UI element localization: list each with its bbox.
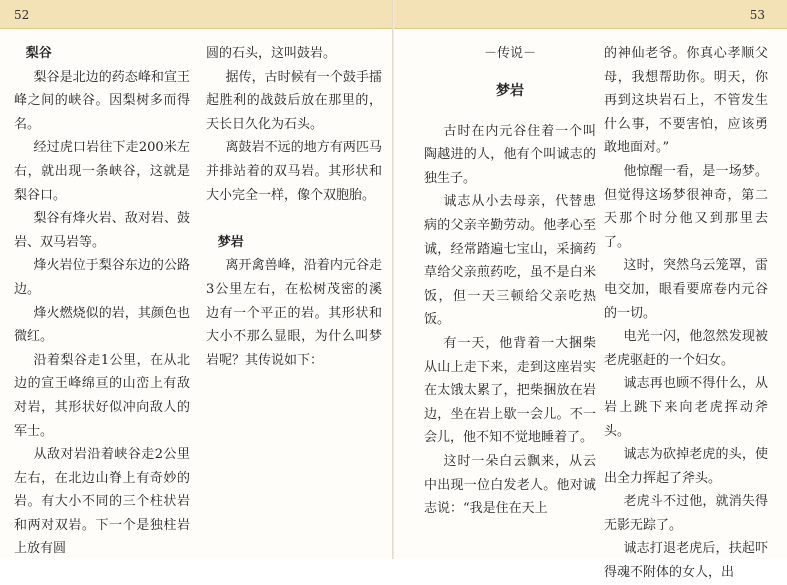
right-page [394, 0, 787, 581]
paragraph: 烽火岩位于梨谷东边的公路边。 [14, 258, 190, 297]
paragraph: 据传，古时候有一个鼓手擂起胜利的战鼓后放在那里的，天长日久化为石头。 [206, 69, 382, 132]
paragraph: 诚志打退老虎后，扶起吓得魂不附体的女人，出 [604, 541, 768, 581]
paragraph: 离鼓岩不远的地方有两匹马并排站着的双马岩。其形状和大小完全一样，像个双胞胎。 [206, 140, 382, 203]
paragraph: 这时，突然乌云笼罩，雷电交加，眼看要席卷内元谷的一切。 [604, 258, 768, 321]
right-page-header [394, 0, 787, 29]
paragraph: 诚志再也顾不得什么，从岩上跳下来向老虎挥动斧头。 [604, 376, 768, 439]
paragraph: 有一天，他背着一大捆柴从山上走下来，走到这座岩实在太饿太累了，把柴捆放在岩边，坐在岩上歇一会儿。不一会儿，他不知不觉地睡着了。 [424, 335, 596, 446]
left-column-1 [14, 42, 190, 561]
left-page-header [0, 0, 393, 29]
right-column-2 [604, 42, 768, 585]
paragraph: 诚志从小去母亲，代替患病的父亲辛勤劳动。他孝心至诚，经常踏遍七宝山，采摘药草给父亲煎药吃，虽不是白米饭，但一天三顿给父亲吃热饭。 [424, 194, 596, 328]
paragraph: 梨谷是北边的药态峰和宣王峰之间的峡谷。因梨树多而得名。 [14, 69, 190, 132]
paragraph: 古时在内元谷住着一个叫陶越进的人，他有个叫诚志的独生子。 [424, 123, 596, 186]
page-number-left: 52 [14, 8, 30, 22]
paragraph: 经过虎口岩往下走200米左右，就出现一条峡谷，这就是梨谷口。 [14, 140, 190, 203]
paragraph: 离开禽兽峰，沿着内元谷走3公里左右，在松树茂密的溪边有一个平正的岩。其形状和大小不那么显眼，为什么叫梦岩呢？其传说如下： [206, 258, 382, 368]
paragraph: 电光一闪，他忽然发现被老虎驱赶的一个妇女。 [604, 329, 768, 368]
paragraph-continuation: 圆的石头，这叫鼓岩。 [206, 46, 337, 61]
paragraph: 烽火燃烧似的岩，其颜色也微红。 [14, 305, 190, 345]
section-heading-mengyan: 梦岩 [217, 234, 244, 250]
paragraph: 诚志为砍掉老虎的头，使出全力挥起了斧头。 [604, 447, 768, 486]
left-page [0, 0, 393, 559]
paragraph: 老虎斗不过他，就消失得无影无踪了。 [604, 494, 768, 533]
page-number-right: 53 [749, 8, 765, 22]
paragraph: 沿着梨谷走1公里，在从北边的宣王峰绵亘的山峦上有敌对岩，其形状好似冲向敌人的军士。 [14, 352, 190, 439]
paragraph-continuation: 的神仙老爷。你真心孝顺父母，我想帮助你。明天，你再到这块岩石上，不管发生什么事，不要害怕，应该勇敢地面对。” [604, 46, 768, 156]
right-column-1 [424, 42, 596, 521]
paragraph: 梨谷有烽火岩、敌对岩、鼓岩、双马岩等。 [14, 211, 190, 250]
story-title: 梦岩 [496, 82, 524, 99]
paragraph: 从敌对岩沿着峡谷走2公里左右，在北边山脊上有奇妙的岩。有大小不同的三个柱状岩和两对双岩。下一个是独柱岩上放有圆 [14, 447, 190, 557]
series-label: －传说－ [483, 46, 536, 61]
section-heading-ligu: 梨谷 [25, 46, 52, 61]
paragraph: 这时一朵白云飘来，从云中出现一位白发老人。他对诚志说：“我是住在天上 [424, 453, 596, 517]
paragraph: 他惊醒一看，是一场梦。但觉得这场梦很神奇，第二天那个时分他又到那里去了。 [604, 163, 768, 250]
left-column-2 [206, 42, 382, 372]
